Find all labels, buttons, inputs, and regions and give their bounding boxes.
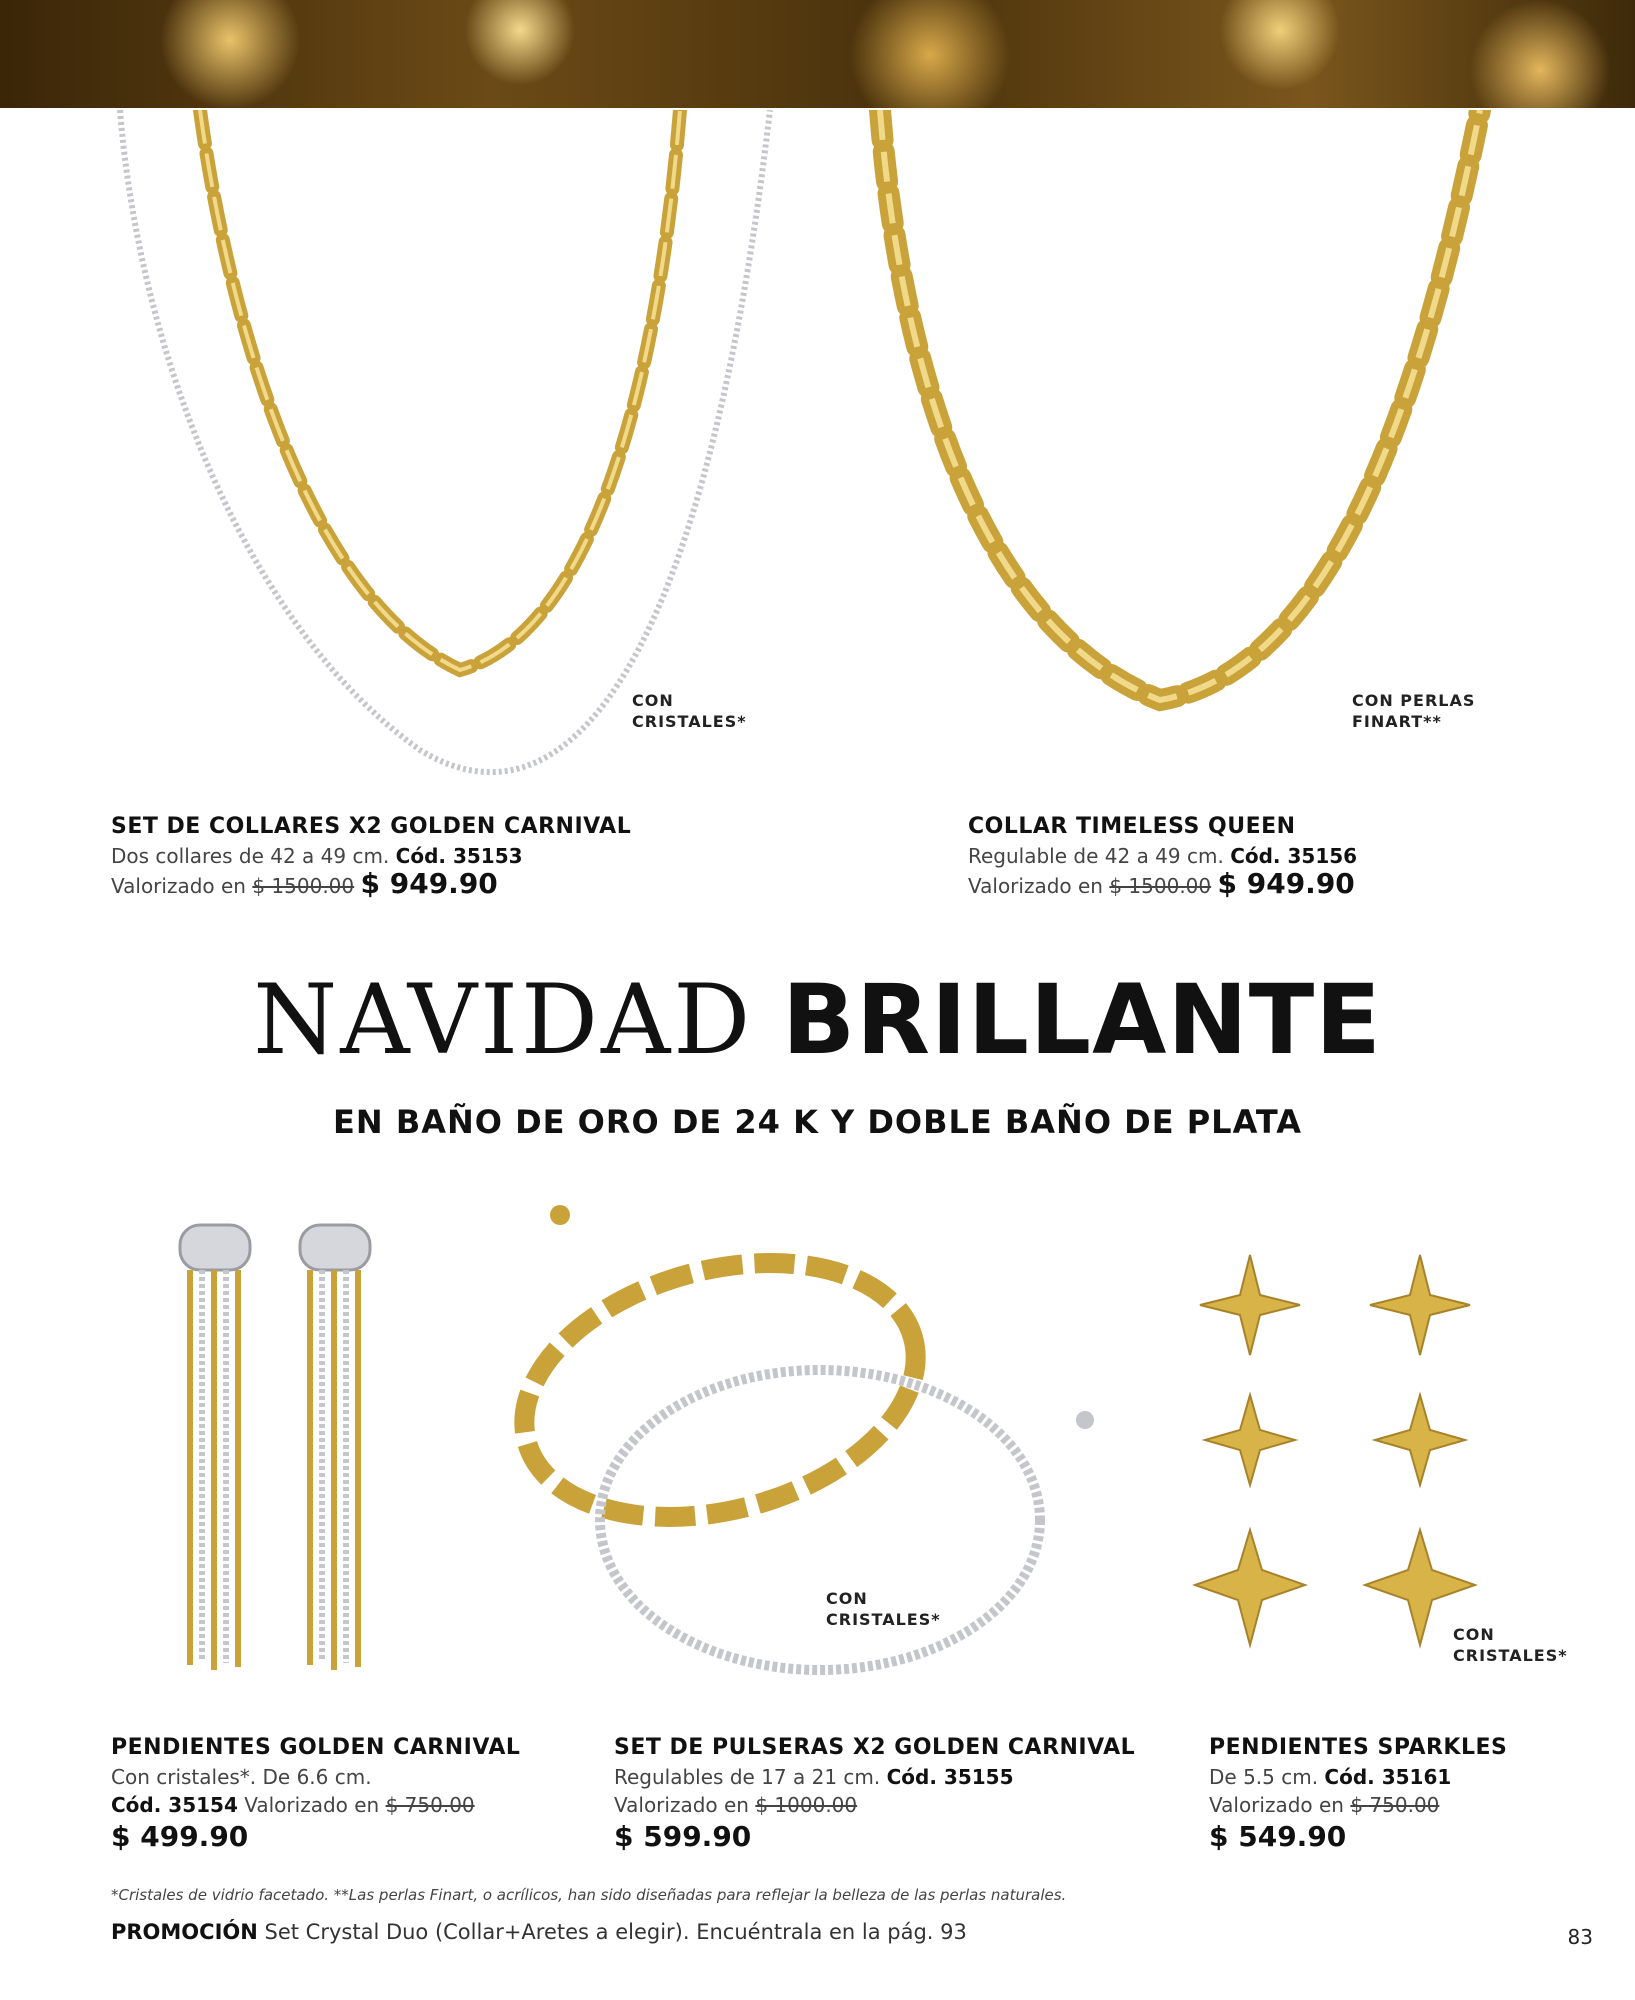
old-price: $ 750.00 bbox=[385, 1793, 475, 1817]
old-price: $ 750.00 bbox=[1350, 1793, 1440, 1817]
product-description: Con cristales*. De 6.6 cm. bbox=[111, 1765, 372, 1789]
bracelet-set-image bbox=[490, 1190, 1120, 1700]
description-text: De 5.5 cm. bbox=[1209, 1765, 1319, 1789]
valued-label: Valorizado en bbox=[244, 1793, 380, 1817]
promotion-label: PROMOCIÓN bbox=[111, 1920, 258, 1944]
product-name: SET DE PULSERAS X2 GOLDEN CARNIVAL bbox=[614, 1735, 1136, 1760]
tag-line: CON PERLAS bbox=[1352, 691, 1476, 710]
product-description bbox=[968, 842, 1357, 870]
page-subtitle: EN BAÑO DE ORO DE 24 K Y DOBLE BAÑO DE PLATA bbox=[333, 1103, 1302, 1141]
promotion-line bbox=[111, 1920, 967, 1944]
price: $ 949.90 bbox=[1217, 867, 1355, 900]
product-pricing bbox=[614, 1791, 1135, 1819]
description-text: Regulables de 17 a 21 cm. bbox=[614, 1765, 881, 1789]
sparkles-tag bbox=[1453, 1624, 1568, 1666]
tag-line: CON bbox=[1453, 1625, 1495, 1644]
price: $ 949.90 bbox=[360, 867, 498, 900]
timeless-queen-tag bbox=[1352, 690, 1475, 732]
title-bold: BRILLANTE bbox=[781, 964, 1382, 1076]
tag-line: CON bbox=[826, 1589, 868, 1608]
page-title bbox=[0, 965, 1635, 1076]
description-text: Dos collares de 42 a 49 cm. bbox=[111, 844, 390, 868]
old-price: $ 1500.00 bbox=[1109, 874, 1212, 898]
product-pricing bbox=[968, 867, 1357, 900]
earrings-carnival-image bbox=[170, 1215, 400, 1675]
necklace-set-tag bbox=[632, 690, 747, 732]
product-pricing bbox=[111, 1791, 520, 1819]
price: $ 549.90 bbox=[1209, 1820, 1347, 1853]
promotion-text: Set Crystal Duo (Collar+Aretes a elegir). Encuéntrala en la pág. 93 bbox=[264, 1920, 967, 1944]
product-description bbox=[1209, 1763, 1507, 1791]
tag-line: CRISTALES* bbox=[632, 712, 747, 731]
tag-line: CRISTALES* bbox=[826, 1610, 941, 1629]
valued-label: Valorizado en bbox=[111, 874, 246, 898]
tag-line: CON bbox=[632, 691, 674, 710]
price: $ 599.90 bbox=[614, 1820, 752, 1853]
title-light: NAVIDAD bbox=[253, 964, 754, 1076]
footnote: *Cristales de vidrio facetado. **Las perlas Finart, o acrílicos, han sido diseñadas para reflejar la belleza de las perlas naturales. bbox=[111, 1886, 1067, 1904]
product-name: SET DE COLLARES X2 GOLDEN CARNIVAL bbox=[111, 814, 632, 839]
product-name: PENDIENTES SPARKLES bbox=[1209, 1735, 1508, 1760]
old-price: $ 1000.00 bbox=[755, 1793, 858, 1817]
sparkles-info bbox=[1209, 1733, 1507, 1855]
bracelet-set-tag bbox=[826, 1588, 941, 1630]
product-description bbox=[111, 842, 631, 870]
product-code: Cód. 35161 bbox=[1324, 1765, 1452, 1789]
product-name: PENDIENTES GOLDEN CARNIVAL bbox=[111, 1735, 521, 1760]
product-code: Cód. 35153 bbox=[395, 844, 523, 868]
valued-label: Valorizado en bbox=[614, 1793, 749, 1817]
product-code: Cód. 35156 bbox=[1230, 844, 1358, 868]
sparkles-earrings-image bbox=[1180, 1250, 1500, 1650]
page-number: 83 bbox=[1567, 1925, 1593, 1949]
description-text: Regulable de 42 a 49 cm. bbox=[968, 844, 1224, 868]
bracelet-set-info bbox=[614, 1733, 1135, 1855]
tag-line: FINART** bbox=[1352, 712, 1442, 731]
product-code: Cód. 35154 bbox=[111, 1793, 238, 1817]
necklace-set-info bbox=[111, 812, 631, 900]
price: $ 499.90 bbox=[111, 1820, 249, 1853]
valued-label: Valorizado en bbox=[1209, 1793, 1344, 1817]
timeless-queen-image bbox=[860, 110, 1520, 730]
product-code: Cód. 35155 bbox=[886, 1765, 1014, 1789]
festive-gold-banner bbox=[0, 0, 1635, 108]
product-description bbox=[614, 1763, 1135, 1791]
valued-label: Valorizado en bbox=[968, 874, 1103, 898]
earrings-carnival-info bbox=[111, 1733, 520, 1855]
product-name: COLLAR TIMELESS QUEEN bbox=[968, 814, 1296, 839]
product-pricing bbox=[111, 867, 631, 900]
necklace-set-image bbox=[80, 110, 800, 790]
old-price: $ 1500.00 bbox=[252, 874, 355, 898]
product-pricing bbox=[1209, 1791, 1507, 1819]
timeless-queen-info bbox=[968, 812, 1357, 900]
tag-line: CRISTALES* bbox=[1453, 1646, 1568, 1665]
